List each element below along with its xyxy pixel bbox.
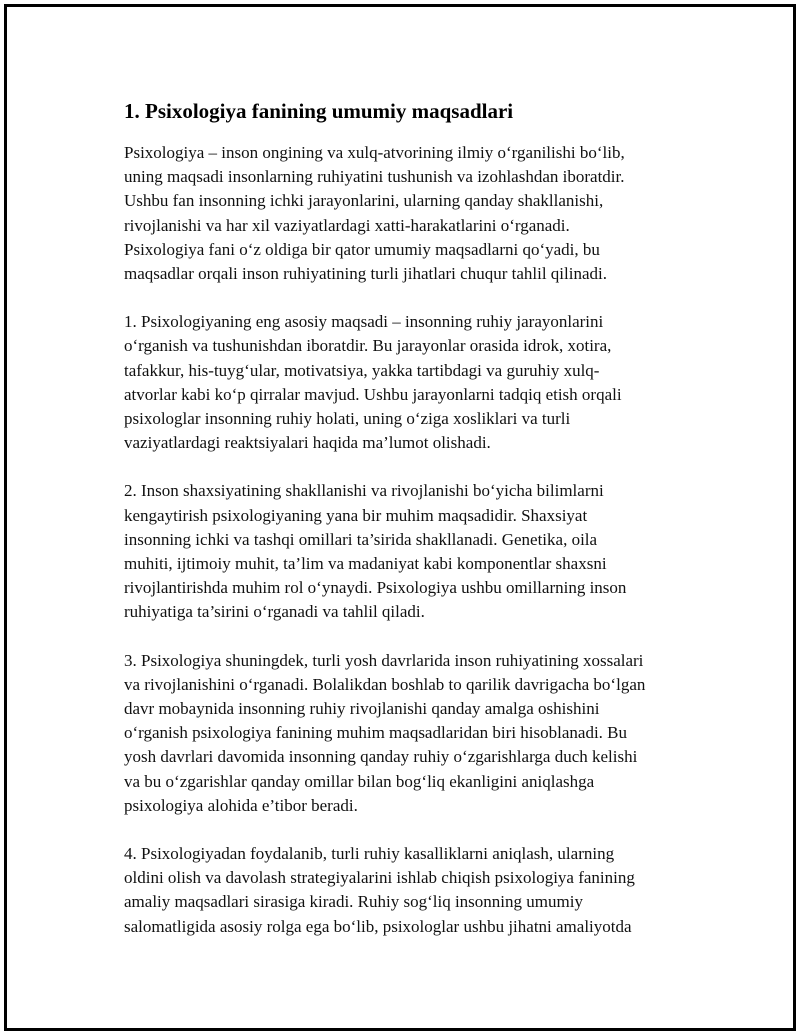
paragraph-2: 2. Inson shaxsiyatining shakllanishi va rivojlanishi bo‘yicha bilimlarni kengaytirish psixologiyaning yana bir muhim maqsadidir. Shaxsiyat insonning ichki va tashqi omillari ta’sirida shakllanadi. Genetika, oila muhiti, ijtimoiy muhit, ta’lim va madaniyat kabi komponentlar shaxsni rivojlantirishda muhim rol o‘ynaydi. Psixologiya ushbu omillarning inson ruhiyatiga ta’sirini o‘rganadi va tahlil qiladi.	[124, 481, 627, 622]
document-body	[120, 97, 680, 963]
paragraph-3: 3. Psixologiya shuningdek, turli yosh davrlarida inson ruhiyatining xossalari va rivojlanishini o‘rganadi. Bolalikdan boshlab to qarilik davrigacha bo‘lgan davr mobaynida insonning ruhiy rivojlanishi qanday amalga oshishini o‘rganish psixologiya fanining muhim maqsadlaridan biri hisoblanadi. Bu yosh davrlari davomida insonning qanday ruhiy o‘zgarishlarga duch kelishi va bu o‘zgarishlar qanday omillar bilan bog‘liq ekanligini aniqlashga psixologiya alohida e’tibor beradi.	[124, 650, 646, 815]
paragraph-1: 1. Psixologiyaning eng asosiy maqsadi – insonning ruhiy jarayonlarini o‘rganish va tushunishdan iboratdir. Bu jarayonlar orasida idrok, xotira, tafakkur, his-tuyg‘ular, motivatsiya, yakka tartibdagi va guruhiy xulq- atvorlar kabi ko‘p qirralar mavjud. Ushbu jarayonlarni tadqiq etish orqali psixologlar insonning ruhiy holati, uning o‘ziga xosliklari va turli vaziyatlardagi reaktsiyalari haqida ma’lumot olishadi.	[124, 312, 622, 453]
intro-paragraph: Psixologiya – inson ongining va xulq-atvorining ilmiy o‘rganilishi bo‘lib, uning maqsadi insonlarning ruhiyatini tushunish va izohlashdan iboratdir. Ushbu fan insonning ichki jarayonlarini, ularning qanday shakllanishi, rivojlanishi va har xil vaziyatlardagi xatti-harakatlarini o‘rganadi. Psixologiya fani o‘z oldiga bir qator umumiy maqsadlarni qo‘yadi, bu maqsadlar orqali inson ruhiyatining turli jihatlari chuqur tahlil qilinadi.	[124, 143, 625, 284]
paragraph-4: 4. Psixologiyadan foydalanib, turli ruhiy kasalliklarni aniqlash, ularning oldini olish va davolash strategiyalarini ishlab chiqish psixologiya fanining amaliy maqsadlari sirasiga kiradi. Ruhiy sog‘liq insonning umumiy salomatligida asosiy rolga ega bo‘lib, psixologlar ushbu jihatni amaliyotda	[124, 844, 635, 936]
section-heading: 1. Psixologiya fanining umumiy maqsadlari	[124, 99, 514, 123]
page-frame	[4, 4, 796, 1031]
